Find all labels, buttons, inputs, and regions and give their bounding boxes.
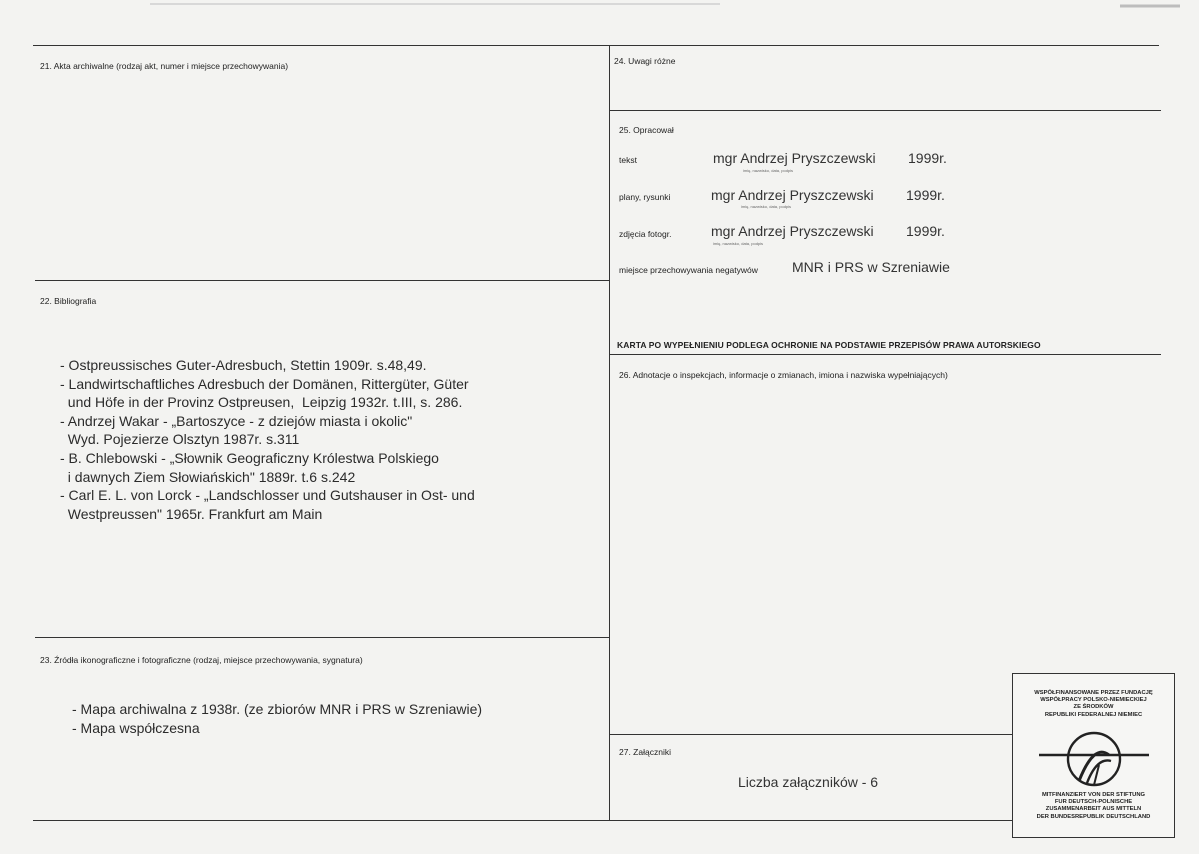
source-line: - Mapa współczesna bbox=[72, 719, 200, 736]
bibliography-line: - Ostpreussisches Guter-Adresbuch, Stettin 1909r. s.48,49. bbox=[60, 357, 427, 373]
negatives-value: MNR i PRS w Szreniawie bbox=[792, 259, 950, 275]
section-22-label: 22. Bibliografia bbox=[40, 296, 97, 306]
scan-smudge bbox=[0, 0, 1199, 14]
negatives-label: miejsce przechowywania negatywów bbox=[619, 265, 758, 275]
section-26-label: 26. Adnotacje o inspekcjach, informacje o zmianach, imiona i nazwiska wypełniających) bbox=[619, 370, 948, 380]
rule-top bbox=[33, 45, 1159, 46]
logo-line: FUR DEUTSCH-POLNISCHE bbox=[1054, 799, 1133, 806]
author-row-key: zdjęcia fotogr. bbox=[619, 229, 672, 239]
copyright-notice: KARTA PO WYPEŁNIENIU PODLEGA OCHRONIE NA PODSTAWIE PRZEPISÓW PRAWA AUTORSKIEGO bbox=[617, 340, 1041, 350]
section-21-label: 21. Akta archiwalne (rodzaj akt, numer i miejsce przechowywania) bbox=[40, 61, 289, 71]
author-row-name: mgr Andrzej Pryszczewski bbox=[711, 223, 874, 239]
logo-line: DER BUNDESREPUBLIK DEUTSCHLAND bbox=[1036, 813, 1151, 820]
author-row-hint: imię, nazwisko, data, podpis bbox=[743, 168, 794, 173]
rule-22-bottom bbox=[35, 637, 610, 638]
bibliography-line: - B. Chlebowski - „Słownik Geograficzny Królestwa Polskiego bbox=[60, 449, 439, 466]
author-row-hint: imię, nazwisko, data, podpis bbox=[741, 204, 792, 209]
rule-24-bottom bbox=[609, 110, 1161, 111]
logo-line: REPUBLIKI FEDERALNEJ NIEMIEC bbox=[1044, 711, 1143, 718]
author-row-year: 1999r. bbox=[908, 150, 947, 166]
foundation-emblem-icon bbox=[1039, 731, 1149, 787]
source-line: - Mapa archiwalna z 1938r. (ze zbiorów MNR i PRS w Szreniawie) bbox=[72, 701, 483, 717]
bibliography-line: Westpreussen" 1965r. Frankfurt am Main bbox=[60, 505, 323, 522]
author-row-key: plany, rysunki bbox=[619, 192, 671, 202]
bibliography-line: - Landwirtschaftliches Adresbuch der Domänen, Rittergüter, Güter bbox=[60, 375, 469, 392]
bibliography-line: - Andrzej Wakar - „Bartoszyce - z dziejów miasta i okolic" bbox=[60, 412, 413, 429]
bibliography-list bbox=[60, 356, 475, 523]
attachments-count: Liczba załączników - 6 bbox=[738, 774, 879, 790]
author-row-year: 1999r. bbox=[906, 187, 945, 203]
author-row-name: mgr Andrzej Pryszczewski bbox=[711, 187, 874, 203]
logo-line: MITFINANZIERT VON DER STIFTUNG bbox=[1041, 792, 1146, 798]
logo-line: ZUSAMMENARBEIT AUS MITTELN bbox=[1045, 806, 1142, 813]
bibliography-line: - Carl E. L. von Lorck - „Landschlosser und Gutshauser in Ost- und bbox=[60, 487, 475, 504]
sources-list bbox=[72, 700, 482, 737]
bibliography-line: und Höfe in der Provinz Ostpreusen, Leipzig 1932r. t.III, s. 286. bbox=[60, 394, 463, 411]
section-27-label: 27. Załączniki bbox=[619, 747, 671, 757]
rule-middle-vertical bbox=[609, 45, 610, 820]
author-row-year: 1999r. bbox=[906, 223, 945, 239]
logo-text-bottom bbox=[1013, 792, 1174, 821]
author-row-key: tekst bbox=[619, 155, 637, 165]
rule-21-bottom bbox=[35, 280, 610, 281]
logo-line: WSPÓŁFINANSOWANE PRZEZ FUNDACJĘ bbox=[1034, 690, 1153, 696]
bibliography-line: i dawnych Ziem Słowiańskich" 1889r. t.6 s.242 bbox=[60, 468, 356, 485]
logo-line: WSPÓŁPRACY POLSKO-NIEMIECKIEJ bbox=[1040, 697, 1147, 704]
rule-25-bottom bbox=[609, 354, 1161, 355]
rule-26-bottom bbox=[609, 734, 1014, 735]
foundation-logo-box bbox=[1012, 673, 1175, 838]
logo-text-top bbox=[1013, 690, 1174, 719]
author-row-name: mgr Andrzej Pryszczewski bbox=[713, 150, 876, 166]
section-23-label: 23. Źródła ikonograficzne i fotograficzne (rodzaj, miejsce przechowywania, sygnatura) bbox=[40, 655, 363, 665]
section-25-label: 25. Opracował bbox=[619, 125, 674, 135]
section-24-label: 24. Uwagi różne bbox=[614, 56, 676, 66]
bibliography-line: Wyd. Pojezierze Olsztyn 1987r. s.311 bbox=[60, 431, 300, 448]
rule-bottom bbox=[33, 820, 1013, 821]
logo-line: ZE ŚRODKÓW bbox=[1073, 704, 1114, 711]
author-row-hint: imię, nazwisko, data, podpis bbox=[713, 241, 764, 246]
